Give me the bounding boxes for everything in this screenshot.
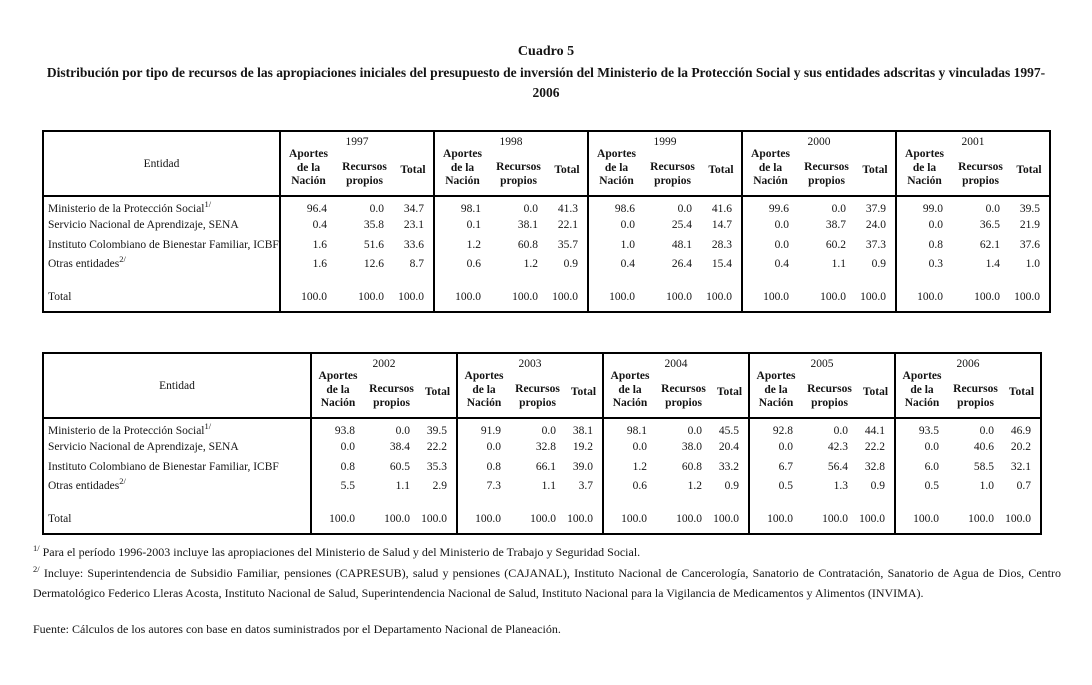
entity-cell [43, 418, 311, 438]
value-cell: 0.0 [364, 418, 419, 438]
value-cell: 0.0 [656, 418, 711, 438]
header-line: Aportes [751, 148, 790, 160]
value-cell: 39.5 [1009, 196, 1050, 216]
entity-footnote-ref: 1/ [204, 198, 212, 209]
value-cell: 0.0 [510, 418, 565, 438]
value-cell: 35.7 [557, 238, 578, 251]
value-cell: 35.8 [363, 219, 384, 232]
value-cell: 99.6 [742, 196, 798, 216]
header-line: de la [326, 383, 350, 396]
source-note: Fuente: Cálculos de los autores con base en datos suministrados por el Departamento Nacional de Planeación. [33, 622, 561, 636]
value-cell: 39.5 [419, 418, 457, 438]
total-value-cell: 100.0 [859, 513, 885, 525]
aportes-nacion-column-header [742, 148, 798, 196]
table-header [43, 353, 1041, 418]
total-column-header: Total [1016, 164, 1042, 176]
header-line: de la [910, 383, 934, 396]
value-cell: 0.0 [896, 216, 952, 236]
header-line: Nación [753, 175, 788, 187]
value-cell: 34.7 [393, 196, 434, 216]
total-value-cell: 100.0 [398, 291, 424, 303]
value-cell: 38.1 [517, 219, 538, 232]
title-block [36, 44, 1056, 104]
header-line: Recursos [958, 161, 1003, 173]
value-cell: 33.2 [718, 460, 739, 473]
entity-column-header: Entidad [159, 379, 195, 392]
entity-cell [43, 477, 311, 497]
value-cell: 0.4 [588, 255, 644, 275]
table-row [43, 235, 1050, 255]
value-cell: 0.0 [802, 418, 857, 438]
header-line: Aportes [443, 148, 482, 160]
entity-footnote-ref: 2/ [119, 476, 126, 487]
total-column-header: Total [862, 386, 889, 398]
value-cell: 0.9 [870, 480, 885, 493]
value-cell: 60.8 [681, 460, 702, 473]
value-cell: 8.7 [409, 258, 424, 271]
footnote-2-marker: 2/ [33, 563, 40, 574]
year-header-1997: 1997 [280, 131, 434, 148]
value-cell: 0.9 [871, 258, 886, 271]
header-line: Recursos [953, 383, 998, 395]
total-value-cell: 100.0 [358, 291, 384, 303]
table-row [43, 216, 1050, 236]
total-value-cell: 100.0 [666, 291, 692, 303]
table-row [43, 477, 1041, 497]
value-cell: 0.4 [280, 216, 336, 236]
value-cell: 48.1 [671, 238, 692, 251]
total-row-label: Total [48, 291, 72, 303]
value-cell: 1.2 [434, 235, 490, 255]
header-line: Recursos [661, 383, 706, 395]
value-cell: 39.0 [572, 460, 593, 473]
value-cell: 3.7 [578, 480, 593, 493]
value-cell: 33.6 [403, 238, 424, 251]
entity-cell [43, 196, 280, 216]
data-table-2002-2006 [42, 352, 1042, 535]
header-line: Nación [291, 175, 326, 187]
aportes-nacion-column-header [896, 148, 952, 196]
header-line: Nación [320, 397, 356, 409]
value-cell: 20.4 [718, 441, 739, 454]
year-header-2001: 2001 [896, 131, 1050, 148]
header-line: propios [808, 174, 845, 187]
recursos-propios-column-header [948, 370, 1003, 418]
header-line: Aportes [289, 148, 328, 160]
total-value-cell: 100.0 [742, 287, 798, 312]
entity-name: Ministerio de la Protección Social [48, 424, 205, 437]
year-header-1999: 1999 [588, 131, 742, 148]
header-line: Nación [599, 175, 634, 187]
spacer-row [43, 274, 1050, 287]
entity-name: Otras entidades [48, 480, 120, 493]
total-value-cell: 100.0 [530, 513, 556, 525]
header-line: de la [604, 161, 629, 174]
total-value-cell: 100.0 [974, 291, 1000, 303]
value-cell: 1.6 [280, 235, 336, 255]
recursos-propios-column-header [364, 370, 419, 418]
value-cell: 0.0 [588, 216, 644, 236]
total-value-cell: 100.0 [706, 291, 732, 303]
total-column-header: Total [424, 386, 451, 398]
total-row-label: Total [48, 513, 72, 525]
value-cell: 20.2 [1010, 441, 1031, 454]
value-cell: 6.0 [895, 457, 948, 477]
total-column-header: Total [570, 386, 597, 398]
value-cell: 1.2 [687, 480, 702, 493]
header-line: de la [912, 161, 937, 174]
value-cell: 14.7 [711, 219, 732, 232]
entity-cell [43, 255, 280, 275]
year-header-2000: 2000 [742, 131, 896, 148]
value-cell: 25.4 [671, 219, 692, 232]
header-line: Recursos [369, 383, 414, 395]
header-line: propios [962, 174, 999, 187]
footnote-1-text: Para el período 1996-2003 incluye las apropiaciones del Ministerio de Salud y del Ministerio de Trabajo y Seguridad Social. [42, 545, 641, 559]
value-cell: 0.0 [603, 438, 656, 458]
total-value-cell: 100.0 [896, 287, 952, 312]
aportes-nacion-column-header [280, 148, 336, 196]
recursos-propios-column-header [802, 370, 857, 418]
aportes-nacion-column-header [749, 370, 802, 418]
header-line: propios [654, 174, 691, 187]
header-line: de la [296, 161, 321, 174]
year-header-2003: 2003 [457, 353, 603, 370]
value-cell: 98.1 [603, 418, 656, 438]
value-cell: 1.0 [1025, 258, 1040, 271]
value-cell: 1.3 [833, 480, 848, 493]
header-line: Aportes [610, 370, 650, 382]
value-cell: 66.1 [535, 460, 556, 473]
value-cell: 46.9 [1003, 418, 1041, 438]
total-row [43, 287, 1050, 312]
total-value-cell: 100.0 [749, 509, 802, 534]
value-cell: 51.6 [363, 238, 384, 251]
value-cell: 38.7 [825, 219, 846, 232]
value-cell: 35.3 [426, 460, 447, 473]
value-cell: 0.8 [311, 457, 364, 477]
value-cell: 0.0 [742, 216, 798, 236]
year-header-2005: 2005 [749, 353, 895, 370]
year-header-1998: 1998 [434, 131, 588, 148]
header-line: propios [346, 174, 383, 187]
total-value-cell: 100.0 [384, 513, 410, 525]
entity-name: Instituto Colombiano de Bienestar Familiar, ICBF [48, 460, 279, 473]
recursos-propios-column-header [952, 148, 1009, 196]
value-cell: 1.0 [979, 480, 994, 493]
header-line: de la [758, 161, 783, 174]
value-cell: 24.0 [865, 219, 886, 232]
value-cell: 93.5 [895, 418, 948, 438]
table-row [43, 255, 1050, 275]
value-cell: 99.0 [896, 196, 952, 216]
total-column-header: Total [400, 164, 426, 176]
value-cell: 44.1 [857, 418, 895, 438]
total-value-cell: 100.0 [552, 291, 578, 303]
value-cell: 1.2 [603, 457, 656, 477]
value-cell: 62.1 [979, 238, 1000, 251]
footnote-2 [33, 563, 1061, 604]
total-value-cell: 100.0 [822, 513, 848, 525]
value-cell: 96.4 [280, 196, 336, 216]
header-line: de la [472, 383, 496, 396]
value-cell: 0.4 [742, 255, 798, 275]
total-value-cell: 100.0 [713, 513, 739, 525]
value-cell: 28.3 [711, 238, 732, 251]
header-line: Nación [758, 397, 794, 409]
table-row [43, 457, 1041, 477]
value-cell: 7.3 [457, 477, 510, 497]
value-cell: 5.5 [311, 477, 364, 497]
recursos-propios-column-header [798, 148, 855, 196]
total-value-cell: 100.0 [512, 291, 538, 303]
value-cell: 23.1 [403, 219, 424, 232]
value-cell: 0.9 [724, 480, 739, 493]
footnote-1 [33, 542, 1061, 563]
value-cell: 21.9 [1019, 219, 1040, 232]
value-cell: 0.8 [457, 457, 510, 477]
year-header-2002: 2002 [311, 353, 457, 370]
value-cell: 38.1 [565, 418, 603, 438]
value-cell: 1.1 [395, 480, 410, 493]
header-line: Recursos [650, 161, 695, 173]
header-line: de la [618, 383, 642, 396]
value-cell: 98.6 [588, 196, 644, 216]
header-line: propios [811, 396, 848, 409]
total-column-header: Total [716, 386, 743, 398]
value-cell: 42.3 [827, 441, 848, 454]
value-cell: 32.8 [535, 441, 556, 454]
value-cell: 0.5 [749, 477, 802, 497]
value-cell: 0.0 [311, 438, 364, 458]
header-line: Nación [907, 175, 942, 187]
total-value-cell: 100.0 [280, 287, 336, 312]
header-line: Recursos [807, 383, 852, 395]
entity-name: Otras entidades [48, 258, 120, 271]
header-line: Nación [466, 397, 502, 409]
value-cell: 40.6 [973, 441, 994, 454]
entity-name: Servicio Nacional de Aprendizaje, SENA [48, 441, 239, 454]
header-line: de la [764, 383, 788, 396]
value-cell: 0.0 [490, 196, 547, 216]
total-column-header: Total [708, 164, 734, 176]
value-cell: 45.5 [711, 418, 749, 438]
value-cell: 32.8 [864, 460, 885, 473]
header-line: Aportes [905, 148, 944, 160]
total-value-cell: 100.0 [895, 509, 948, 534]
header-line: Recursos [515, 383, 560, 395]
value-cell: 6.7 [749, 457, 802, 477]
table-body [43, 196, 1050, 312]
entity-cell [43, 438, 311, 458]
value-cell: 37.6 [1019, 238, 1040, 251]
value-cell: 26.4 [671, 258, 692, 271]
total-value-cell: 100.0 [567, 513, 593, 525]
total-value-cell: 100.0 [968, 513, 994, 525]
header-line: Aportes [756, 370, 796, 382]
footnote-1-marker: 1/ [33, 543, 40, 553]
entity-footnote-ref: 2/ [119, 254, 126, 265]
value-cell: 0.0 [644, 196, 701, 216]
table-header [43, 131, 1050, 196]
value-cell: 32.1 [1010, 460, 1031, 473]
header-line: de la [450, 161, 475, 174]
value-cell: 38.0 [681, 441, 702, 454]
header-line: Nación [904, 397, 940, 409]
aportes-nacion-column-header [895, 370, 948, 418]
value-cell: 0.0 [742, 235, 798, 255]
footnote-2-text: Incluye: Superintendencia de Subsidio Familiar, pensiones (CAPRESUB), salud y pensiones (CAJANAL), Instituto Nacional de Cancerología, Sanatorio de Contratación, Sanatorio de Agua de Dios, Centro Dermatológico Federico Lleras Acosta, Instituto Nacional de Salud, Superintendencia Nacional de Salud, Instituto Nacional para la Vigilancia de Medicamentos y Alimentos (INVIMA). [33, 565, 1061, 600]
value-cell: 1.2 [523, 258, 538, 271]
value-cell: 60.5 [389, 460, 410, 473]
total-value-cell: 100.0 [603, 509, 656, 534]
value-cell: 0.0 [948, 418, 1003, 438]
value-cell: 22.1 [557, 219, 578, 232]
header-line: propios [500, 174, 537, 187]
value-cell: 0.0 [952, 196, 1009, 216]
header-line: propios [373, 396, 410, 409]
value-cell: 36.5 [979, 219, 1000, 232]
value-cell: 58.5 [973, 460, 994, 473]
entity-name: Servicio Nacional de Aprendizaje, SENA [48, 219, 239, 232]
value-cell: 0.0 [895, 438, 948, 458]
entity-cell [43, 216, 280, 236]
header-line: Recursos [804, 161, 849, 173]
value-cell: 19.2 [572, 441, 593, 454]
header-line: Nación [445, 175, 480, 187]
recursos-propios-column-header [336, 148, 393, 196]
total-column-header: Total [554, 164, 580, 176]
value-cell: 41.3 [547, 196, 588, 216]
header-line: propios [957, 396, 994, 409]
total-value-cell: 100.0 [434, 287, 490, 312]
value-cell: 0.5 [895, 477, 948, 497]
value-cell: 0.0 [749, 438, 802, 458]
entity-name: Ministerio de la Protección Social [48, 202, 205, 215]
header-year-row [43, 131, 1050, 148]
entity-footnote-ref: 1/ [204, 420, 212, 431]
header-line: propios [519, 396, 556, 409]
data-table-1997-2001 [42, 130, 1051, 313]
total-value-cell: 100.0 [311, 509, 364, 534]
footnotes-block [33, 542, 1061, 604]
value-cell: 0.6 [603, 477, 656, 497]
table-row [43, 418, 1041, 438]
header-year-row [43, 353, 1041, 370]
table-body [43, 418, 1041, 534]
total-row [43, 509, 1041, 534]
value-cell: 92.8 [749, 418, 802, 438]
table-row [43, 438, 1041, 458]
aportes-nacion-column-header [311, 370, 364, 418]
value-cell: 38.4 [389, 441, 410, 454]
year-header-2006: 2006 [895, 353, 1041, 370]
recursos-propios-column-header [510, 370, 565, 418]
value-cell: 1.1 [831, 258, 846, 271]
value-cell: 1.4 [985, 258, 1000, 271]
value-cell: 0.0 [798, 196, 855, 216]
table-row [43, 196, 1050, 216]
total-value-cell: 100.0 [457, 509, 510, 534]
recursos-propios-column-header [490, 148, 547, 196]
header-line: Nación [612, 397, 648, 409]
value-cell: 0.0 [457, 438, 510, 458]
aportes-nacion-column-header [457, 370, 510, 418]
total-column-header: Total [1008, 386, 1035, 398]
table-host-1997-2001 [42, 130, 1051, 313]
value-cell: 41.6 [701, 196, 742, 216]
value-cell: 12.6 [363, 258, 384, 271]
total-column-header: Total [862, 164, 888, 176]
value-cell: 0.8 [896, 235, 952, 255]
value-cell: 91.9 [457, 418, 510, 438]
value-cell: 0.0 [336, 196, 393, 216]
entity-column-header: Entidad [143, 157, 180, 170]
total-value-cell: 100.0 [421, 513, 447, 525]
recursos-propios-column-header [656, 370, 711, 418]
value-cell: 2.9 [432, 480, 447, 493]
total-value-cell: 100.0 [676, 513, 702, 525]
value-cell: 0.3 [896, 255, 952, 275]
aportes-nacion-column-header [434, 148, 490, 196]
value-cell: 0.7 [1016, 480, 1031, 493]
total-value-cell: 100.0 [588, 287, 644, 312]
entity-cell [43, 235, 280, 255]
value-cell: 1.6 [280, 255, 336, 275]
total-value-cell: 100.0 [820, 291, 846, 303]
aportes-nacion-column-header [588, 148, 644, 196]
header-line: Aportes [597, 148, 636, 160]
table-number-heading: Cuadro 5 [517, 44, 575, 59]
spacer-row [43, 496, 1041, 509]
value-cell: 0.9 [563, 258, 578, 271]
value-cell: 60.8 [517, 238, 538, 251]
header-line: Aportes [902, 370, 942, 382]
year-header-2004: 2004 [603, 353, 749, 370]
total-value-cell: 100.0 [860, 291, 886, 303]
value-cell: 98.1 [434, 196, 490, 216]
value-cell: 56.4 [827, 460, 848, 473]
entity-name: Instituto Colombiano de Bienestar Familiar, ICBF [48, 238, 279, 251]
value-cell: 0.1 [434, 216, 490, 236]
total-value-cell: 100.0 [1005, 513, 1031, 525]
table-host-2002-2006 [42, 352, 1042, 535]
header-line: Recursos [342, 161, 387, 173]
header-line: Aportes [464, 370, 504, 382]
recursos-propios-column-header [644, 148, 701, 196]
value-cell: 37.3 [865, 238, 886, 251]
value-cell: 22.2 [864, 441, 885, 454]
value-cell: 15.4 [711, 258, 732, 271]
header-line: propios [665, 396, 702, 409]
total-value-cell: 100.0 [1014, 291, 1040, 303]
header-line: Aportes [318, 370, 358, 382]
value-cell: 60.2 [825, 238, 846, 251]
header-line: Recursos [496, 161, 541, 173]
value-cell: 1.0 [588, 235, 644, 255]
table-title: Distribución por tipo de recursos de las apropiaciones iniciales del presupuesto de inversión del Ministerio de la Protección Social y sus entidades adscritas y vinculadas 1997-2006 [46, 65, 1046, 101]
aportes-nacion-column-header [603, 370, 656, 418]
entity-cell [43, 457, 311, 477]
value-cell: 1.1 [541, 480, 556, 493]
value-cell: 0.6 [434, 255, 490, 275]
value-cell: 22.2 [426, 441, 447, 454]
value-cell: 37.9 [855, 196, 896, 216]
value-cell: 93.8 [311, 418, 364, 438]
